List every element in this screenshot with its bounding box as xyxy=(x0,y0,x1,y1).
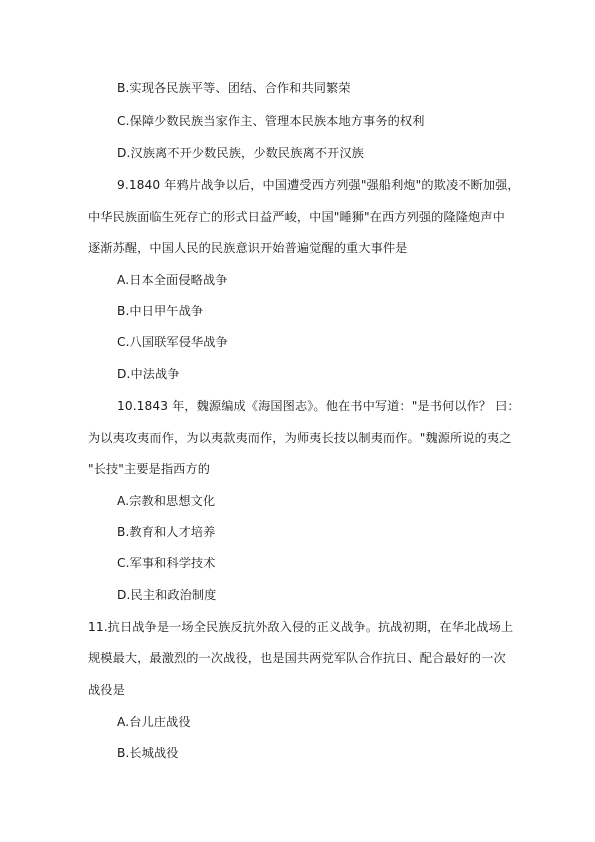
q9-text-line-1: 9.1840 年鸦片战争以后，中国遭受西方列强"强船利炮"的欺凌不断加强， xyxy=(117,178,520,192)
q10-text-line-3: "长技"主要是指西方的 xyxy=(88,462,210,476)
q9-text-line-3: 逐渐苏醒，中国人民的民族意识开始普遍觉醒的重大事件是 xyxy=(88,241,408,255)
q9-text-line-2: 中华民族面临生死存亡的形式日益严峻，中国"睡狮"在西方列强的隆隆炮声中 xyxy=(88,210,505,224)
q9-option-b: B.中日甲午战争 xyxy=(117,304,204,318)
q10-option-b: B.教育和人才培养 xyxy=(117,525,216,539)
prev-option-c: C.保障少数民族当家作主、管理本民族本地方事务的权利 xyxy=(117,114,425,128)
q11-option-b: B.长城战役 xyxy=(117,746,179,760)
q9-option-d: D.中法战争 xyxy=(117,367,180,381)
q9-option-a: A.日本全面侵略战争 xyxy=(117,273,228,287)
q10-option-d: D.民主和政治制度 xyxy=(117,588,217,602)
q11-option-a: A.台儿庄战役 xyxy=(117,715,191,729)
q10-option-a: A.宗教和思想文化 xyxy=(117,494,216,508)
q11-text-line-1: 11.抗日战争是一场全民族反抗外敌入侵的正义战争。抗战初期，在华北战场上 xyxy=(88,620,514,634)
prev-option-b: B.实现各民族平等、团结、合作和共同繁荣 xyxy=(117,81,351,95)
prev-option-d: D.汉族离不开少数民族，少数民族离不开汉族 xyxy=(117,146,364,160)
q11-text-line-2: 规模最大，最激烈的一次战役，也是国共两党军队合作抗日、配合最好的一次 xyxy=(88,651,506,665)
q10-option-c: C.军事和科学技术 xyxy=(117,556,216,570)
q11-text-line-3: 战役是 xyxy=(88,683,125,697)
q10-text-line-2: 为以夷攻夷而作，为以夷款夷而作，为师夷长技以制夷而作。"魏源所说的夷之 xyxy=(88,431,512,445)
q10-text-line-1: 10.1843 年，魏源编成《海国图志》。他在书中写道："是书何以作？ 曰： xyxy=(117,399,520,413)
q9-option-c: C.八国联军侵华战争 xyxy=(117,335,228,349)
